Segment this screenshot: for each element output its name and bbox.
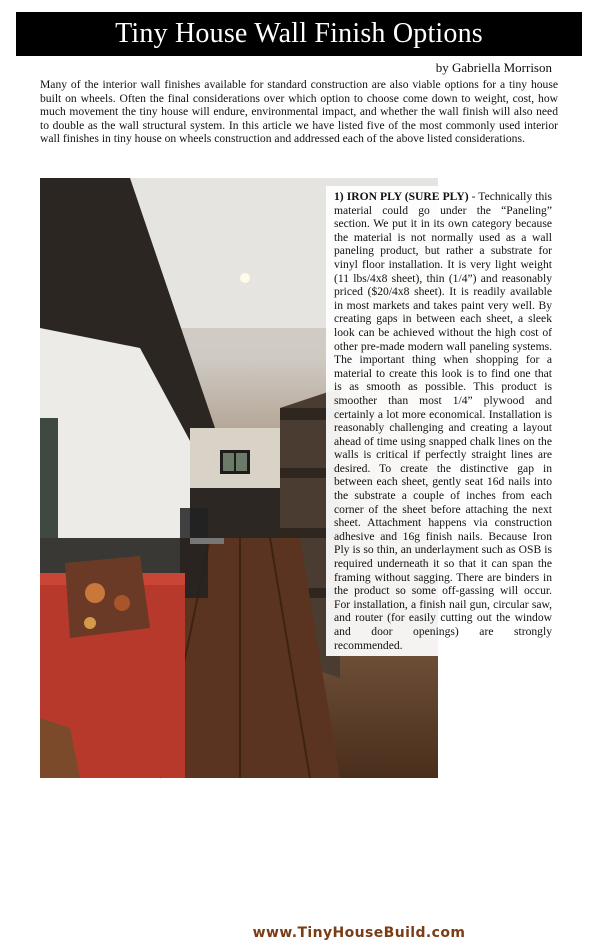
section-body: - Technically this material could go under the “Paneling” section. We put it in its own category because the material is not normally used as a wall paneling product, but rather a substrate for vinyl floor installation. It is very light weight (11 lbs/4x8 sheet), thin (1/4”) and reasonably priced ($20/4x8 sheet). It is readily available in most markets and takes paint very well. By creating gaps in between each sheet, a sleek look can be achieved without the high cost of other pre-made modern wall paneling systems. The important thing when shopping for a material to create this look is to find one that is as smooth as possible. This product is smoother than most 1/4” plywood and certainly a lot more economical. Installation is reasonably challenging and creating a layout ahead of time using snapped chalk lines on the walls is critical if perfectly straight lines are desired. To create the distinctive gap in between each sheet, gently seat 16d nails into the substrate a couple of inches from each corner of the sheet before attaching the next sheet. Attachment happens via construction adhesive and 16g finish nails. Because Iron Ply is so thin, an underlayment such as OSB is required underneath it so that it can span the framing without sagging. There are binders in the product so some off-gassing will occur. For installation, a finish nail gun, circular saw, and router (for easily cutting out the window and door openings) are strongly recommended.: [334, 190, 552, 652]
page-title: [16, 12, 582, 56]
page-title-text: Tiny House Wall Finish Options: [115, 18, 483, 49]
author-byline: by Gabriella Morrison: [435, 60, 552, 75]
website-watermark: www.TinyHouseBuild.com: [244, 918, 474, 948]
article-section-iron-ply: [326, 186, 558, 656]
section-heading: 1) IRON PLY (SURE PLY): [334, 190, 469, 203]
intro-paragraph: Many of the interior wall finishes available for standard construction are also viable options for a tiny house built on wheels. Often the final considerations over which option to choose come down to weight, cost, how much movement the tiny house will endure, environmental impact, and whether the wall finish will also need to double as the wall structural system. In this article we have listed five of the most commonly used interior wall finishes in tiny house on wheels construction and addressed each of the above listed considerations.: [40, 78, 558, 146]
